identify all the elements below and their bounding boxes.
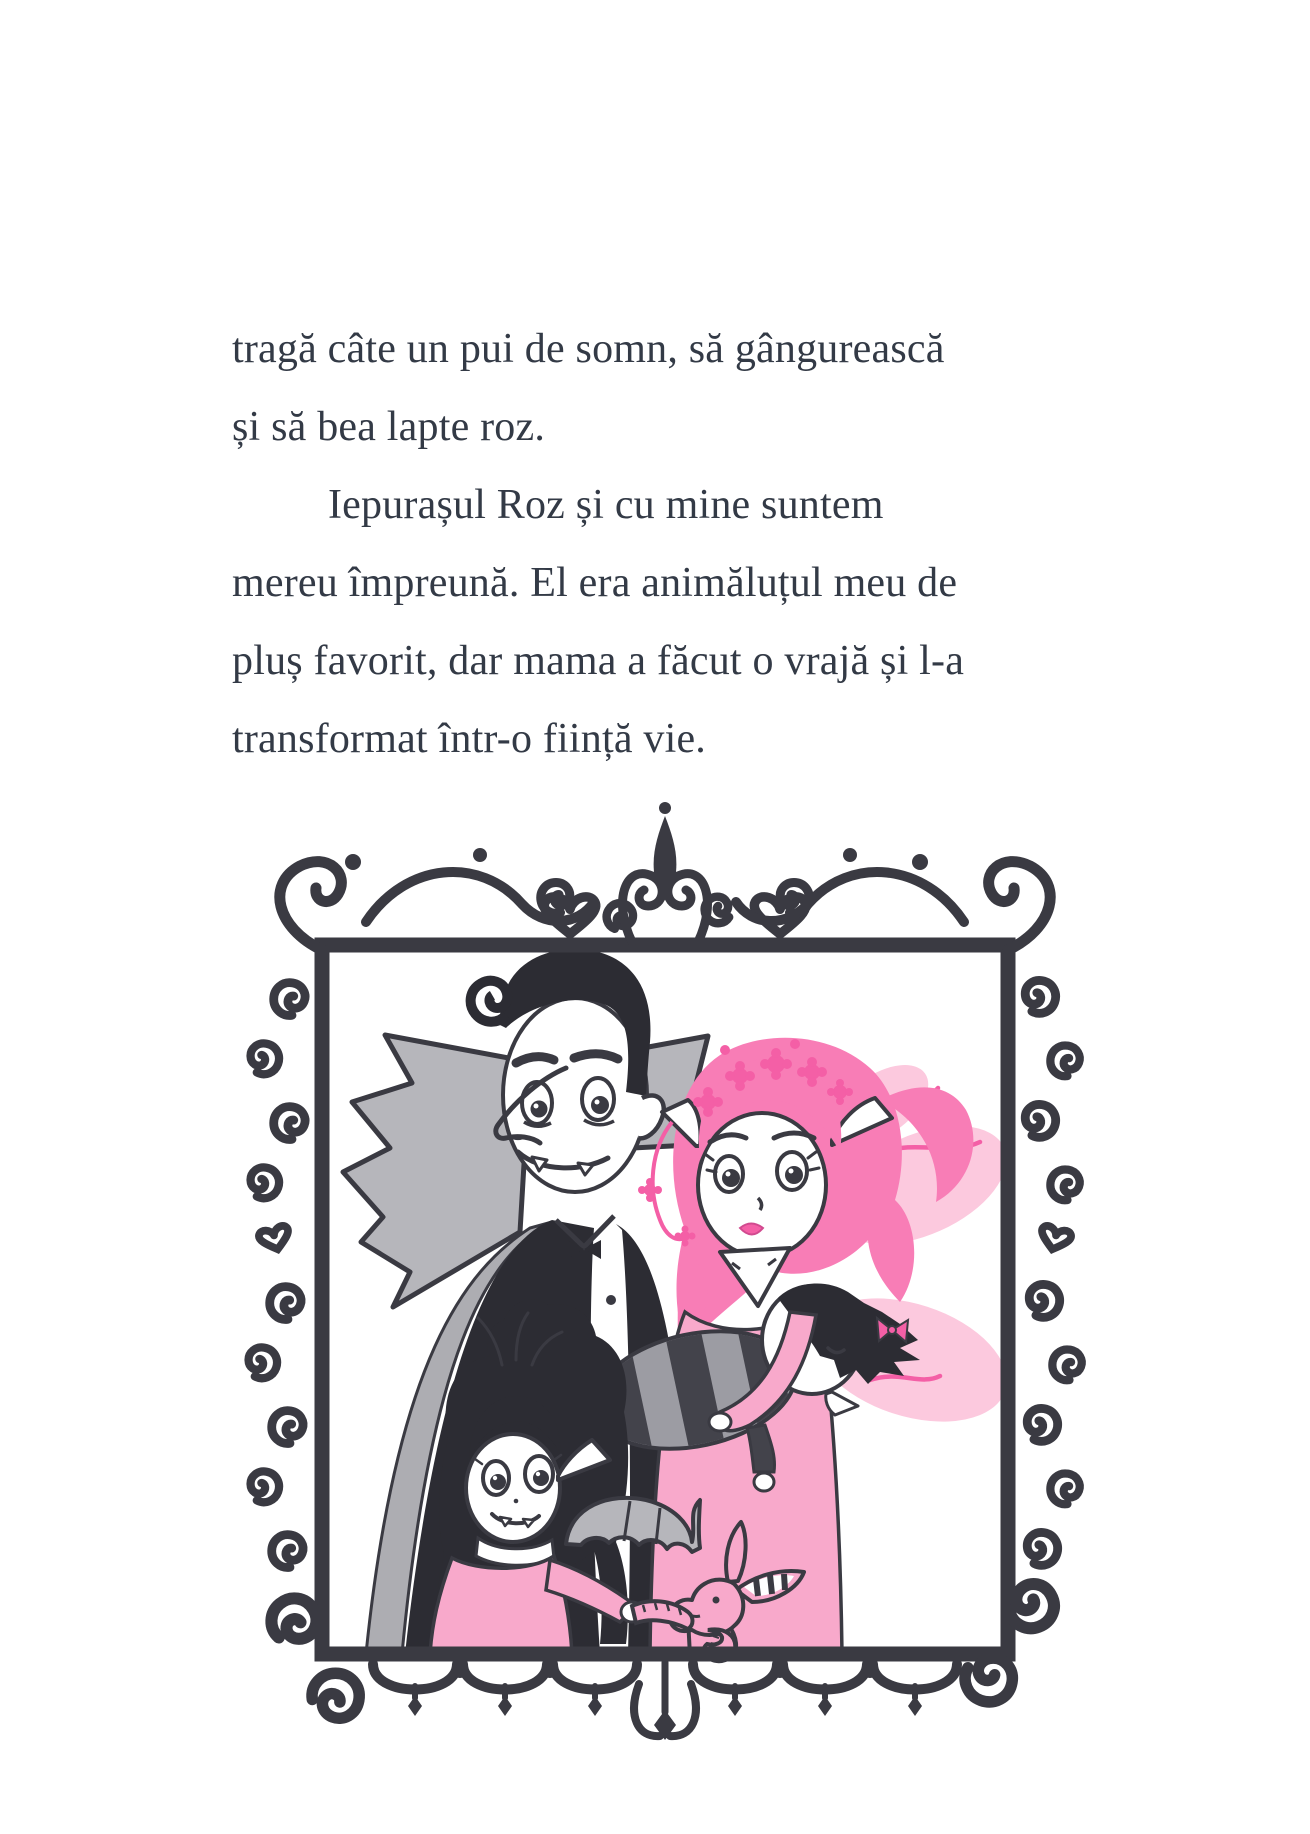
frame-bottom-ornaments [309,1654,1016,1740]
text-line: pluș favorit, dar mama a făcut o vrajă și l-a [232,638,965,684]
frame-left-ornaments [246,980,324,1650]
frame-top-ornaments [280,802,1050,950]
text-line: transformat într-o ființă vie. [232,716,707,762]
isadora-nose [514,1499,519,1504]
story-text [232,310,1102,778]
baby-hand [754,1473,774,1491]
rabbit-eye [713,1597,720,1604]
family-portrait-illustration [180,800,1100,1760]
text-line: Iepurașul Roz și cu mine suntem [328,482,884,528]
family-portrait-svg [180,800,1100,1760]
baby-ear [826,1392,858,1415]
mom-hand [709,1413,731,1431]
text-line: mereu împreună. El era animăluțul meu de [232,560,958,606]
text-line: și să bea lapte roz. [232,404,546,450]
text-line: tragă câte un pui de somn, să gângurească [232,326,945,372]
